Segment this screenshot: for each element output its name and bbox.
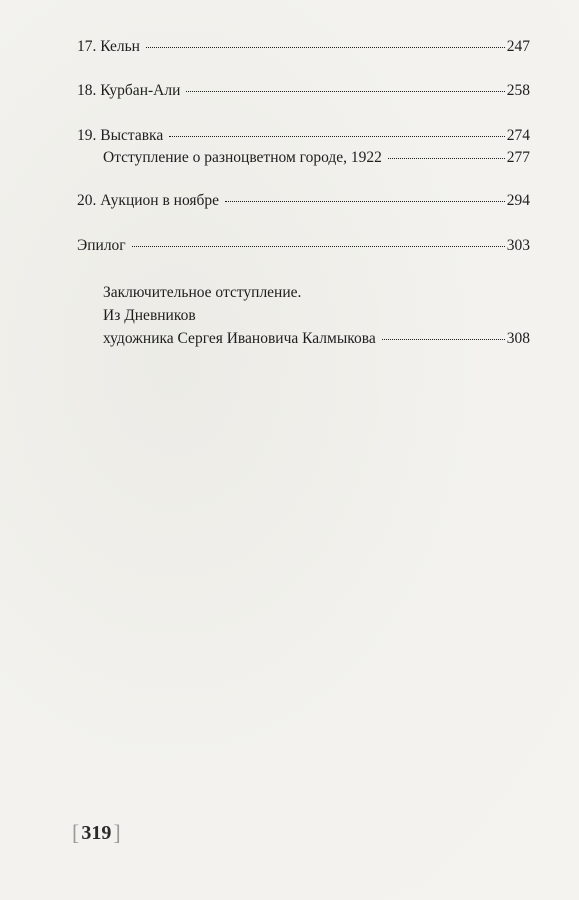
toc-entry-page: 277 (506, 149, 530, 166)
dot-leader (186, 79, 504, 92)
dot-leader (169, 124, 505, 137)
folio-number: 319 (81, 822, 112, 844)
toc-entry-page: 294 (506, 192, 530, 209)
toc-entry-title: 19. Выставка (77, 127, 164, 144)
toc-entry-kurban-ali (77, 80, 530, 102)
toc-entry-title: Эпилог (77, 237, 126, 254)
dot-leader (388, 146, 505, 159)
toc-entry-exhibition (77, 125, 530, 147)
toc-entry-epilogue (77, 235, 530, 257)
final-digression-line-1: Заключительное отступление. (103, 284, 302, 301)
toc-entry-title: 20. Аукцион в ноябре (77, 192, 220, 209)
folio-bracket-close: ] (113, 820, 121, 845)
toc-entry-digression-colorful-city (103, 147, 530, 169)
dot-leader (225, 189, 505, 202)
toc-entry-page: 258 (506, 82, 530, 99)
toc-entry-title: 18. Курбан-Али (77, 82, 181, 99)
toc-entry-auction (77, 190, 530, 212)
page-number (72, 819, 121, 847)
folio-bracket-open: [ (72, 820, 80, 845)
dot-leader (146, 35, 505, 48)
dot-leader (132, 234, 505, 247)
toc-entry-page: 274 (506, 127, 530, 144)
toc-entry-title: художника Сергея Ивановича Калмыкова (103, 330, 376, 347)
dot-leader (382, 327, 505, 340)
toc-entry-cologne (77, 36, 530, 58)
toc-entry-page: 303 (506, 237, 530, 254)
toc-entry-page: 247 (506, 38, 530, 55)
final-digression-line-2: Из Дневников (103, 307, 196, 324)
toc-entry-title: 17. Кельн (77, 38, 140, 55)
toc-entry-page: 308 (506, 330, 530, 347)
toc-entry-final-digression (103, 328, 530, 350)
toc-entry-title: Отступление о разноцветном городе, 1922 (103, 149, 382, 166)
